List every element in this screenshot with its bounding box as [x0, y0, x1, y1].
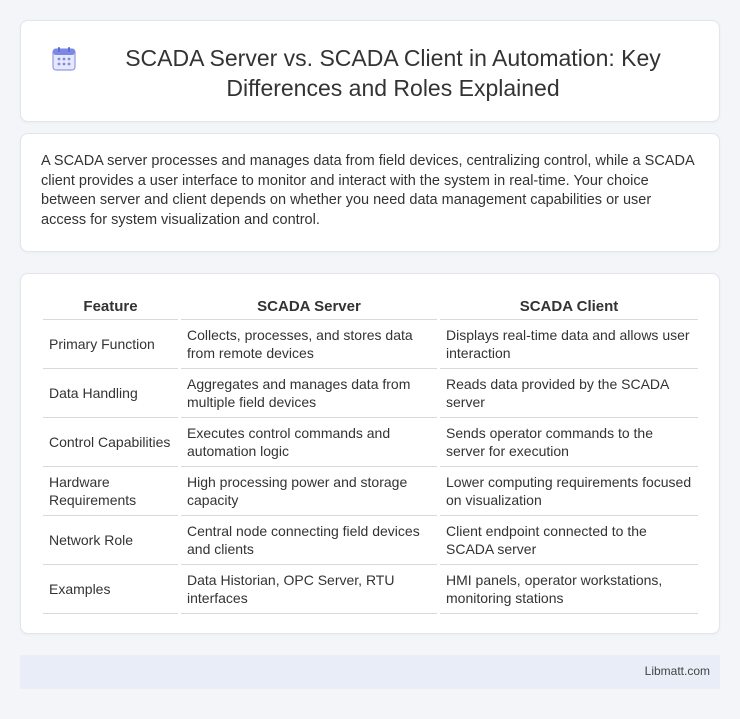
row-feature: Hardware Requirements: [43, 466, 178, 515]
row-server: Aggregates and manages data from multiple field devices: [181, 368, 437, 417]
table-row: [43, 466, 698, 515]
table-row: [43, 319, 698, 368]
row-feature: Network Role: [43, 515, 178, 564]
footer-brand-link[interactable]: Libmatt.com: [644, 664, 710, 678]
row-server: Central node connecting field devices and clients: [181, 515, 437, 564]
row-server: Executes control commands and automation logic: [181, 417, 437, 466]
intro-card: [20, 133, 720, 252]
title-row: [51, 43, 689, 103]
header-scada-server: SCADA Server: [181, 295, 437, 319]
row-client: Reads data provided by the SCADA server: [440, 368, 698, 417]
row-client: Lower computing requirements focused on visualization: [440, 466, 698, 515]
row-feature: Control Capabilities: [43, 417, 178, 466]
table-row: [43, 515, 698, 564]
header-scada-client: SCADA Client: [440, 295, 698, 319]
row-server: Data Historian, OPC Server, RTU interfaces: [181, 564, 437, 613]
row-feature: Data Handling: [43, 368, 178, 417]
row-client: Displays real-time data and allows user interaction: [440, 319, 698, 368]
footer-bar: [20, 655, 720, 689]
title-card: [20, 20, 720, 122]
row-client: Client endpoint connected to the SCADA server: [440, 515, 698, 564]
row-server: Collects, processes, and stores data from remote devices: [181, 319, 437, 368]
table-row: [43, 564, 698, 613]
row-client: Sends operator commands to the server for execution: [440, 417, 698, 466]
page-title: SCADA Server vs. SCADA Client in Automation: Key Differences and Roles Explained: [125, 45, 661, 101]
comparison-table: [43, 295, 698, 614]
row-client: HMI panels, operator workstations, monitoring stations: [440, 564, 698, 613]
calendar-icon: [51, 46, 77, 72]
table-header-row: [43, 295, 698, 319]
row-feature: Examples: [43, 564, 178, 613]
header-feature: Feature: [43, 295, 178, 319]
comparison-card: [20, 273, 720, 634]
table-row: [43, 417, 698, 466]
table-row: [43, 368, 698, 417]
row-feature: Primary Function: [43, 319, 178, 368]
row-server: High processing power and storage capacity: [181, 466, 437, 515]
intro-paragraph: A SCADA server processes and manages data from field devices, centralizing control, while a SCADA client provides a user interface to monitor and interact with the system in real-time. Your choice between server and client depends on whether you need data management capabilities or user access for system visualization and control.: [41, 153, 694, 228]
